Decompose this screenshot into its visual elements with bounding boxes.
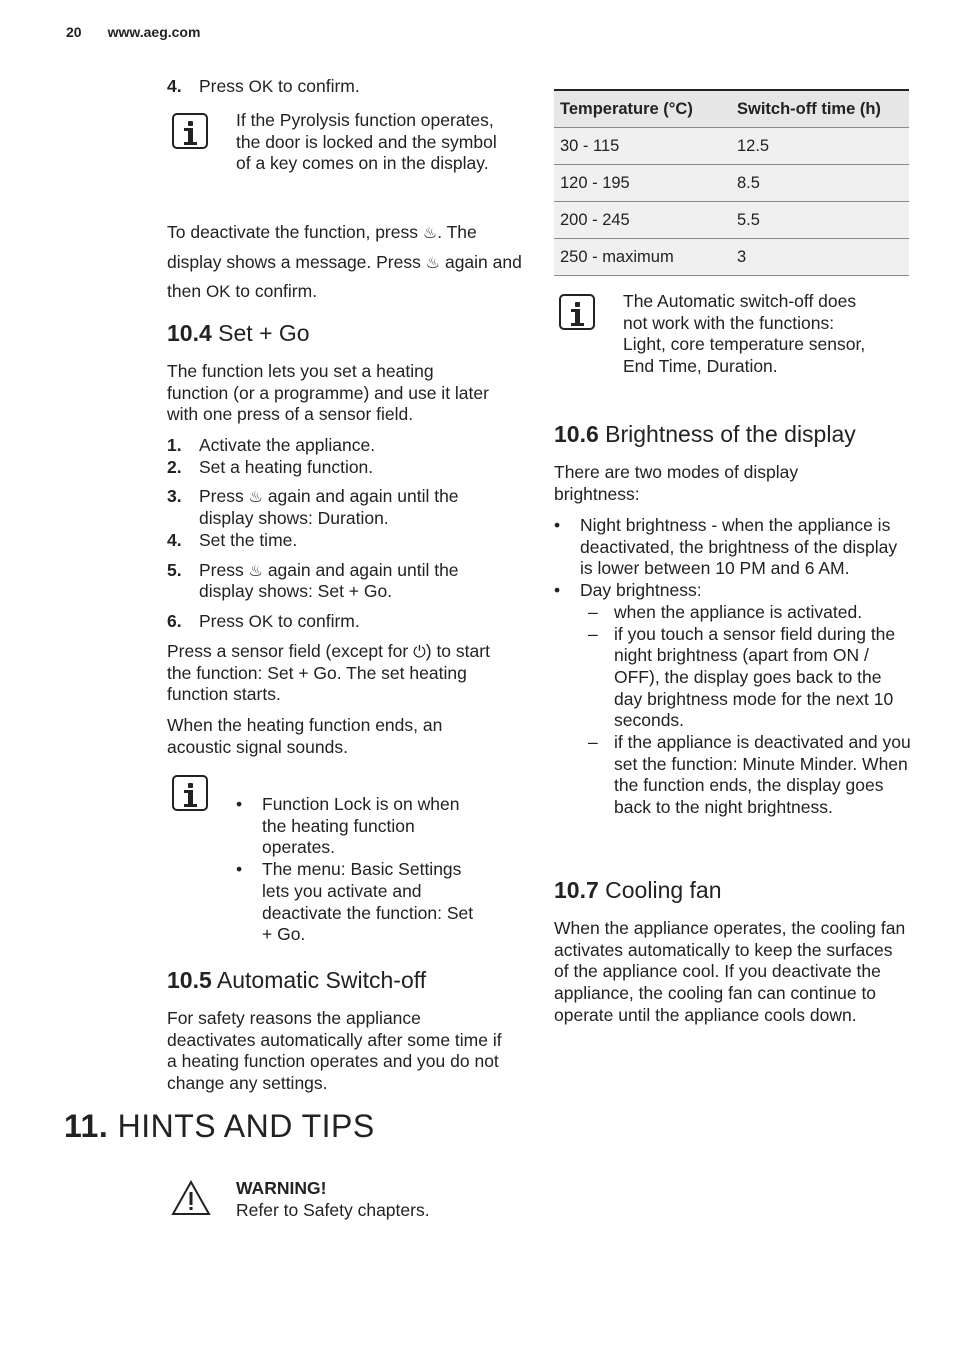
list-item: 2. Set a heating function. [167,456,374,477]
brightness-list [554,515,914,819]
table-header-row [554,90,909,128]
heating-function-icon: ♨ [425,252,441,272]
cooling-fan-text: When the appliance operates, the cooling fan activates automatically to keep the surfaces of the appliance cool. If you deactivate the appliance, the cooling fan can continue to operate until the appliance cools down. [554,918,906,1025]
list-item: 6. Press OK to confirm. [167,610,360,631]
deactivate-paragraph: To deactivate the function, press ♨. The display shows a message. Press ♨ again and then OK to confirm. [167,222,522,301]
switch-off-table [554,89,909,276]
set-go-steps [167,435,517,633]
press-sensor-paragraph: Press a sensor field (except for ⏻) to start the function: Set + Go. The set heating function starts. [167,641,490,705]
chapter-11-heading: 11. HINTS AND TIPS [64,1108,375,1144]
info-icon [172,775,208,811]
info-icon [172,113,208,149]
note-pyrolysis: If the Pyrolysis function operates, the door is locked and the symbol of a key comes on in the display. [236,110,497,174]
list-item: • The menu: Basic Settings lets you activate and deactivate the function: Set + Go. [236,859,486,946]
table-row: 200 - 245 5.5 [554,202,909,239]
section-10-4-heading: 10.4 Set + Go [167,320,310,346]
set-go-note [236,794,486,946]
heating-function-icon: ♨ [422,223,438,242]
ok-icon: OK [248,611,274,631]
list-item: – if you touch a sensor field during the night brightness (apart from ON / OFF), the display goes back to the day brightness mode for the next 10 seconds. [580,624,914,733]
list-item: 1. Activate the appliance. [167,435,376,455]
heating-function-icon: ♨ [248,560,263,580]
list-item: • Night brightness - when the appliance is deactivated, the brightness of the display is lower between 10 PM and 6 AM. [554,515,914,580]
list-item: 4. Set the time. [167,529,298,550]
section-10-5-heading: 10.5 Automatic Switch-off [167,967,427,993]
list-item: • Function Lock is on when the heating function operates. [236,794,486,859]
list-item: – if the appliance is deactivated and you set the function: Minute Minder. When the function ends, the display goes back to the night brightness. [580,732,914,819]
heating-function-icon: ♨ [248,487,263,507]
list-item: • Day brightness: – when the appliance is activated. – if you touch a sensor field during the night brightness (apart from ON / OFF), the display goes back to the day brightness mode for the next 10 seconds. – if the appliance is deactivated and you set the function: Minute Minder. When the function ends, the display goes back to the night brightness. [554,580,914,819]
power-icon: ⏻ [413,642,426,661]
warning-title: WARNING! [236,1178,327,1198]
header-url[interactable]: www.aeg.com [107,24,201,40]
column-header: Switch-off time (h) [731,90,909,128]
section-10-7-heading: 10.7 Cooling fan [554,877,722,903]
info-icon [559,294,595,330]
heating-ends-paragraph: When the heating function ends, an acoustic signal sounds. [167,715,443,757]
page-header [66,24,226,40]
ok-icon: OK [248,77,274,96]
warning-note [236,1178,516,1221]
table-row: 250 - maximum 3 [554,239,909,276]
auto-switch-off-text: For safety reasons the appliance deactivates automatically after some time if a heating function operates and you do not change any settings. [167,1008,502,1094]
list-item: 5. Press ♨ again and again until the display shows: Set + Go. [167,559,459,602]
list-item: – when the appliance is activated. [580,602,914,624]
step-4-confirm: 4. Press OK to confirm. [167,76,360,96]
set-go-intro: The function lets you set a heating function (or a programme) and use it later with one press of a sensor field. [167,361,489,425]
ok-icon: OK [205,282,231,301]
note-auto-switch-off: The Automatic switch-off does not work with the functions: Light, core temperature sensor, End Time, Duration. [623,291,866,377]
warning-icon [171,1180,211,1216]
table-row: 30 - 115 12.5 [554,128,909,165]
section-10-6-heading: 10.6 Brightness of the display [554,421,856,447]
table-row: 120 - 195 8.5 [554,165,909,202]
brightness-intro: There are two modes of display brightness: [554,462,799,504]
column-header: Temperature (°C) [554,90,731,128]
warning-text: Refer to Safety chapters. [236,1199,430,1220]
page-number: 20 [66,24,82,40]
list-item: 3. Press ♨ again and again until the display shows: Duration. [167,486,459,529]
